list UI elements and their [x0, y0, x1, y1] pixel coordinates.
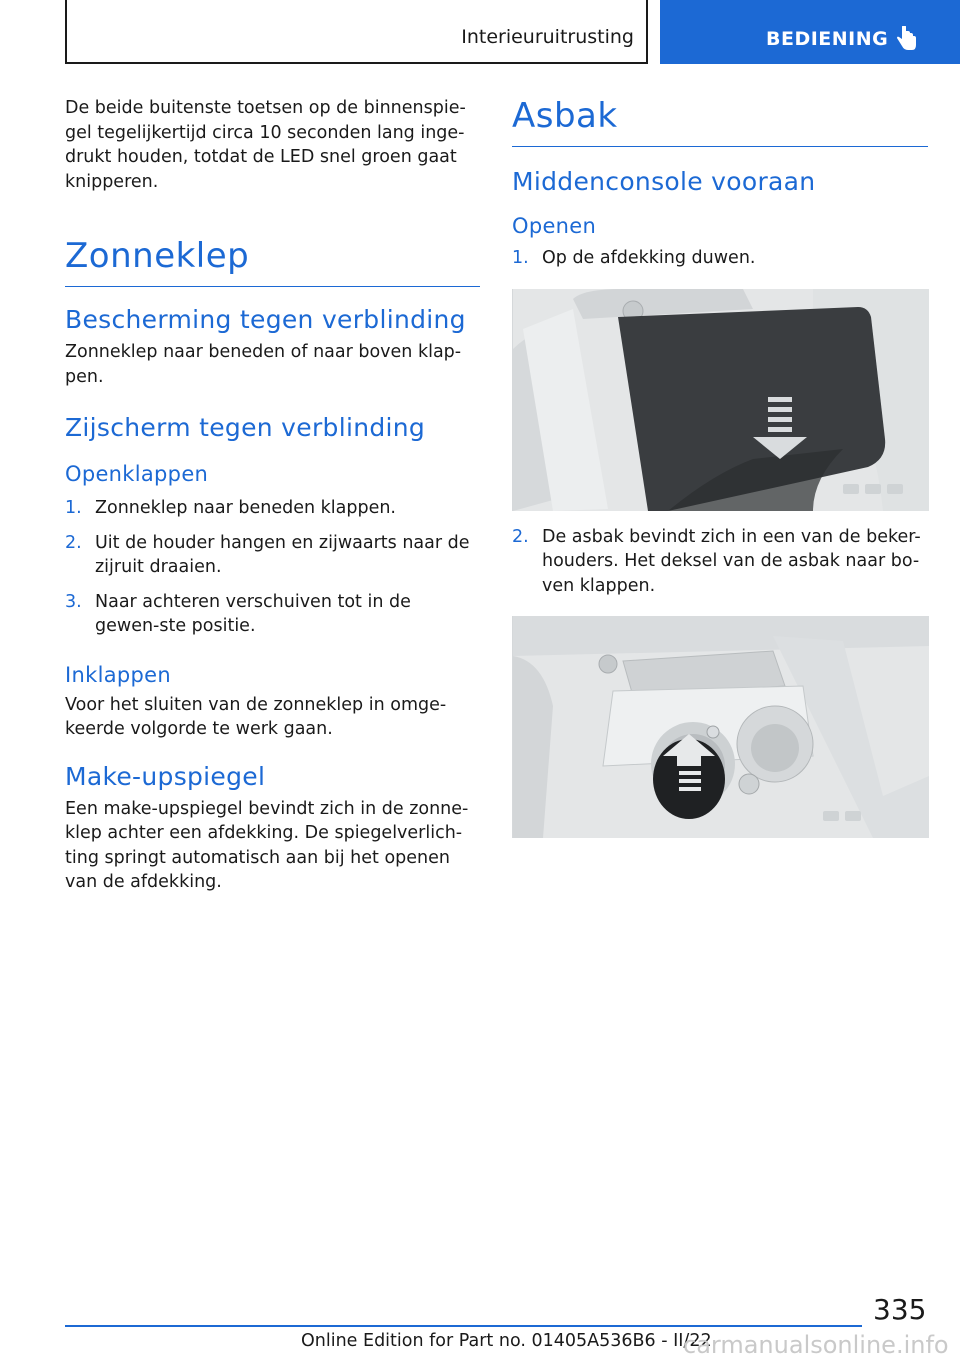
heading-glare-protection: Bescherming tegen verblinding [65, 305, 466, 334]
heading-side-screen: Zijscherm tegen verblinding [65, 413, 426, 442]
close-paragraph: Voor het sluiten van de zonneklep in omge-keerde volgorde te werk gaan. [65, 694, 447, 739]
asbak-step2-list [512, 525, 928, 599]
console-cover-illustration [512, 289, 929, 511]
heading-openen: Openen [512, 214, 597, 238]
watermark: carmanualsonline.info [683, 1331, 949, 1359]
header-section-box [65, 0, 648, 64]
intro-paragraph: De beide buitenste toetsen op de binnenspie-gel tegelijkertijd circa 10 seconden lang inge-drukt houden, totdat de LED snel groen gaat knipperen. [65, 98, 466, 192]
header-chapter-title: BEDIENING [766, 28, 889, 50]
hand-pointer-icon [896, 26, 918, 56]
open-steps-list [65, 496, 480, 639]
heading-asbak: Asbak [512, 96, 928, 147]
asbak-step1-list [512, 246, 928, 271]
right-column [512, 96, 928, 838]
list-item: 1. Op de afdekking duwen. [512, 248, 756, 268]
footer-edition: Online Edition for Part no. 01405A536B6 - II/22 [301, 1331, 712, 1351]
list-item: 2. De asbak bevindt zich in een van de beker-houders. Het deksel van de asbak naar bo-ven klappen. [512, 526, 921, 596]
list-item: 2. Uit de houder hangen en zijwaarts naar de zijruit draaien. [65, 532, 470, 577]
footer-divider [65, 1325, 862, 1327]
glare-paragraph: Zonneklep naar beneden of naar boven klap-pen. [65, 342, 462, 387]
page-number: 335 [873, 1293, 927, 1326]
heading-open: Openklappen [65, 462, 209, 486]
mirror-paragraph: Een make-upspiegel bevindt zich in de zonne-klep achter een afdekking. De spiegelverlich-ting springt automatisch aan bij het openen van de afdekking. [65, 798, 469, 892]
left-column [65, 96, 480, 895]
heading-close: Inklappen [65, 662, 171, 687]
cupholder-ashtray-illustration [512, 616, 929, 838]
heading-makeup-mirror: Make-upspiegel [65, 761, 266, 791]
list-item: 3. Naar achteren verschuiven tot in de gewen-ste positie. [65, 591, 411, 636]
header-chapter-tab [660, 0, 960, 64]
header-section-title: Interieuruitrusting [461, 26, 634, 48]
heading-center-console: Middenconsole vooraan [512, 167, 816, 196]
list-item: 1. Zonneklep naar beneden klappen. [65, 498, 396, 518]
heading-zonneklep: Zonneklep [65, 236, 480, 287]
